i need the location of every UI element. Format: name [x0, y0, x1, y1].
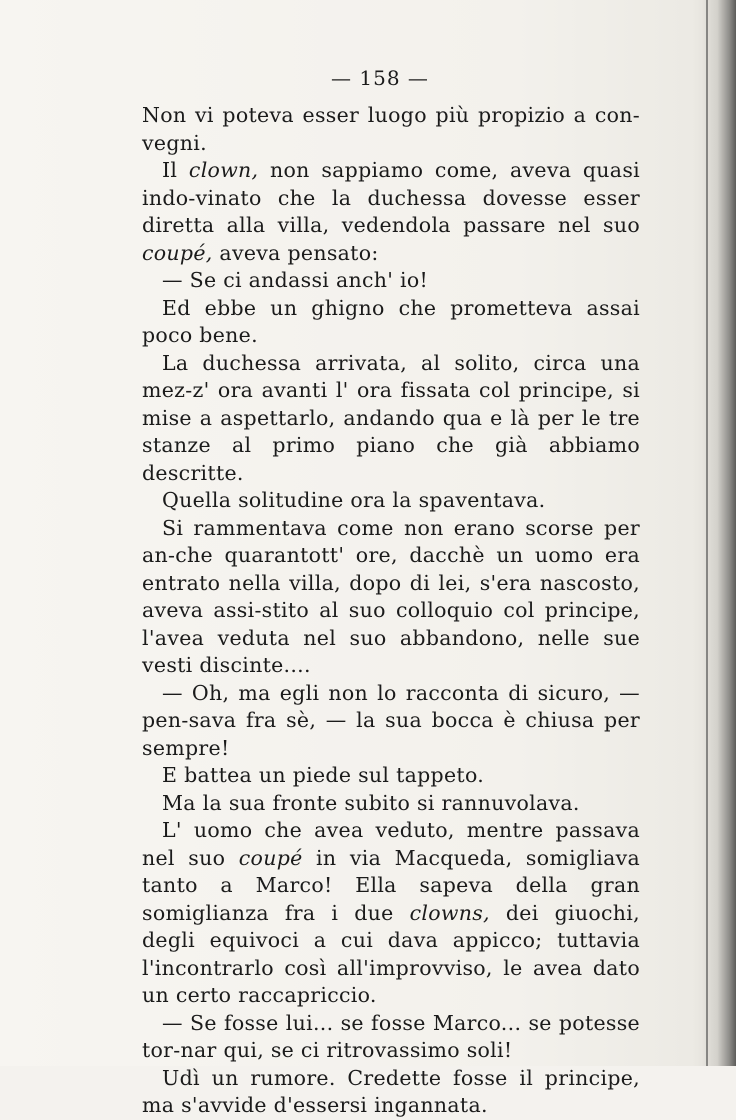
paragraph	[142, 350, 640, 488]
paragraph	[142, 487, 640, 515]
text-run: in via Macqueda, somigliava tanto a Marco! Ella sapeva della gran somiglianza fra i due	[142, 845, 641, 925]
text-run: Quella solitudine ora la spaventava.	[162, 488, 546, 512]
italic-text: coupé,	[142, 240, 213, 265]
italic-text: clown,	[188, 158, 259, 182]
text-run: E battea un piede sul tappeto.	[162, 763, 485, 787]
paragraph	[142, 267, 640, 295]
paragraph	[142, 1065, 640, 1120]
text-run: — Se ci andassi anch' io!	[162, 268, 429, 292]
text-run: Ed ebbe un ghigno che prometteva assai poco bene.	[142, 295, 640, 347]
text-run: Si rammentava come non erano scorse per an-che quarantott' ore, dacchè un uomo era entrato nella villa, dopo di lei, s'era nascosto, aveva assi-stito al suo colloquio col principe, l'avea veduta nel suo abbandono, nelle sue vesti discinte....	[142, 515, 640, 677]
text-run: — Oh, ma egli non lo racconta di sicuro, — pen-sava fra sè, — la sua bocca è chiusa per sempre!	[142, 680, 640, 760]
paragraph	[142, 102, 640, 157]
paragraph	[142, 515, 640, 680]
paragraph	[142, 1010, 640, 1065]
text-run: Ma la sua fronte subito si rannuvolava.	[162, 790, 580, 815]
paragraph	[142, 790, 640, 818]
body-text	[142, 102, 640, 1120]
text-run: dei giuochi, degli equivoci a cui dava appicco; tuttavia l'incontrarlo così all'improvviso, le avea dato un certo raccapriccio.	[142, 900, 640, 1007]
text-run: Non vi poteva esser luogo più propizio a con-vegni.	[142, 103, 640, 155]
paragraph	[142, 680, 640, 763]
paragraph	[142, 762, 640, 790]
text-run: Udì un rumore. Credette fosse il principe, ma s'avvide d'essersi ingannata.	[142, 1065, 640, 1117]
italic-text: coupé	[238, 845, 303, 870]
paragraph	[142, 817, 640, 1010]
text-run: L' uomo che avea veduto, mentre passava nel suo	[142, 818, 640, 870]
text-run: La duchessa arrivata, al solito, circa una mez-z' ora avanti l' ora fissata col principe, si mise a aspettarlo, andando qua e là per le tre stanze al primo piano che già abbiamo descritte.	[142, 350, 640, 485]
italic-text: clowns,	[409, 900, 490, 925]
text-run: non sappiamo come, aveva quasi indo-vinato che la duchessa dovesse esser diretta alla villa, vedendola passare nel suo	[142, 158, 641, 237]
paragraph	[142, 295, 640, 350]
text-run: — Se fosse lui... se fosse Marco... se potesse tor-nar qui, se ci ritrovassimo soli!	[142, 1010, 640, 1062]
page-edge-line	[706, 0, 708, 1066]
page-number: — 158 —	[331, 66, 429, 90]
paragraph	[142, 157, 640, 267]
text-run: Il	[162, 158, 189, 182]
text-run: aveva pensato:	[212, 240, 379, 265]
